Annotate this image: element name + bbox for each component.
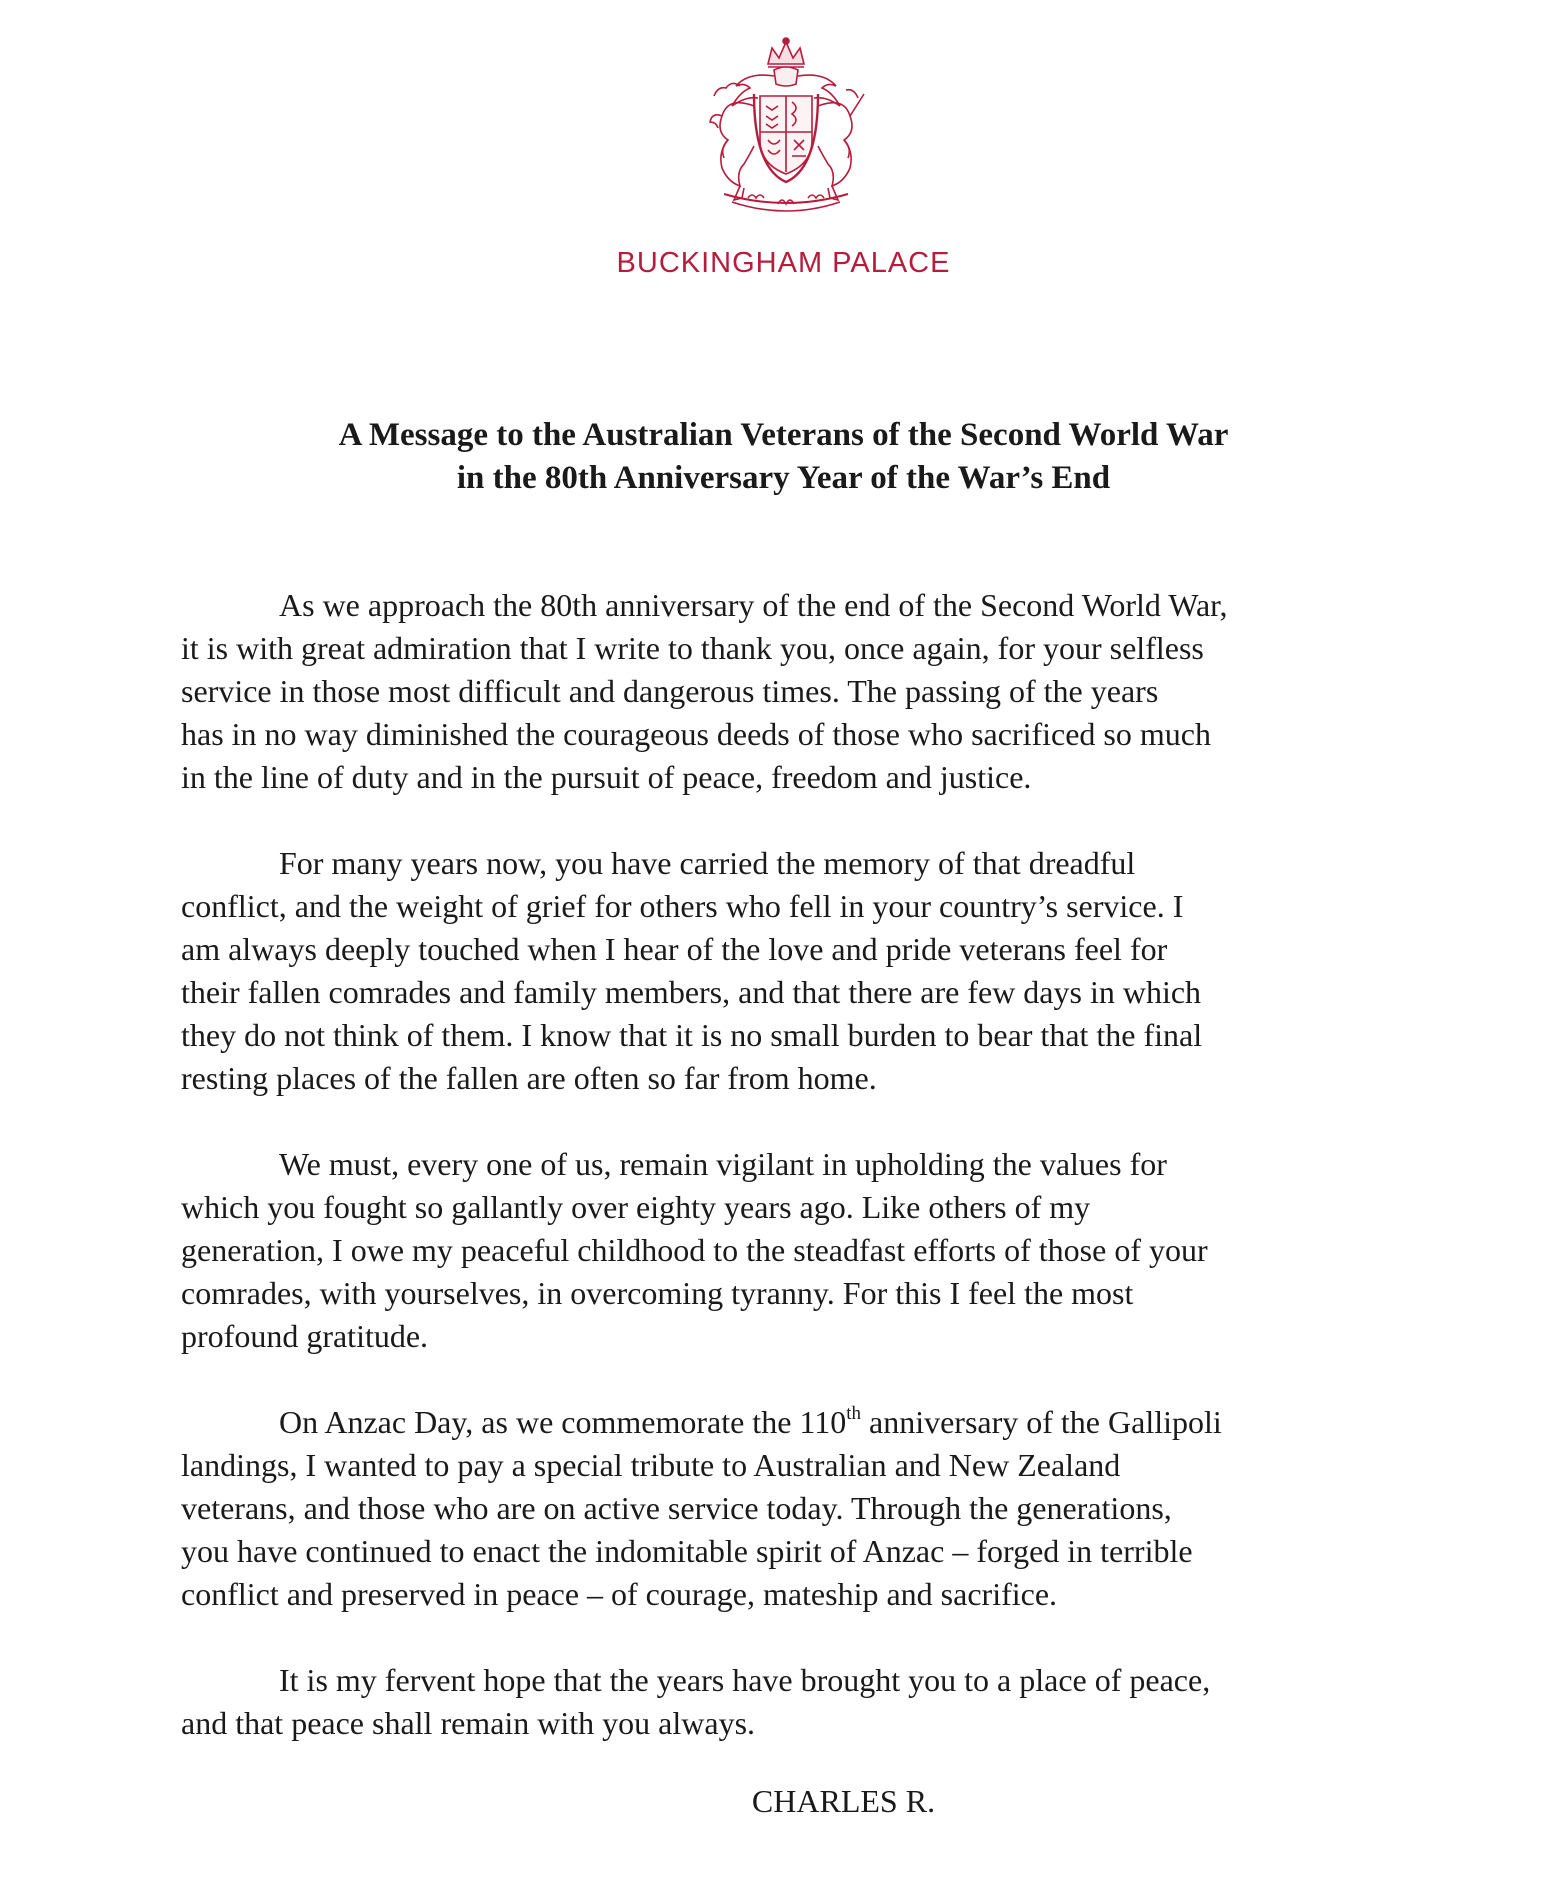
text-fragment: On Anzac Day, as we commemorate the 110 bbox=[279, 1404, 847, 1440]
message-body bbox=[181, 584, 1381, 1788]
text-line: resting places of the fallen are often so far from home. bbox=[181, 1060, 877, 1096]
paragraph-4 bbox=[181, 1401, 1381, 1616]
text-line: which you fought so gallantly over eighty years ago. Like others of my bbox=[181, 1189, 1091, 1225]
text-line: has in no way diminished the courageous deeds of those who sacrificed so much bbox=[181, 716, 1211, 752]
text-line: veterans, and those who are on active service today. Through the generations, bbox=[181, 1490, 1172, 1526]
text-line: it is with great admiration that I write to thank you, once again, for your selfless bbox=[181, 630, 1204, 666]
text-line: their fallen comrades and family members, and that there are few days in which bbox=[181, 974, 1202, 1010]
title-line: in the 80th Anniversary Year of the War’s End bbox=[456, 460, 1111, 496]
text-line: It is my fervent hope that the years have brought you to a place of peace, bbox=[279, 1662, 1211, 1698]
text-line: conflict and preserved in peace – of courage, mateship and sacrifice. bbox=[181, 1576, 1058, 1612]
text-line: landings, I wanted to pay a special tribute to Australian and New Zealand bbox=[181, 1447, 1121, 1483]
paragraph-1 bbox=[181, 584, 1381, 799]
text-line: in the line of duty and in the pursuit of peace, freedom and justice. bbox=[181, 759, 1032, 795]
text-line: service in those most difficult and dangerous times. The passing of the years bbox=[181, 673, 1159, 709]
text-line: comrades, with yourselves, in overcoming tyranny. For this I feel the most bbox=[181, 1275, 1134, 1311]
text-line: profound gratitude. bbox=[181, 1318, 429, 1354]
paragraph-5 bbox=[181, 1659, 1381, 1745]
paragraph-3 bbox=[181, 1143, 1381, 1358]
signature: CHARLES R. bbox=[751, 1783, 936, 1819]
paragraph-2 bbox=[181, 842, 1381, 1100]
text-line: am always deeply touched when I hear of the love and pride veterans feel for bbox=[181, 931, 1168, 967]
title-line: A Message to the Australian Veterans of the Second World War bbox=[338, 417, 1229, 453]
text-line: As we approach the 80th anniversary of the end of the Second World War, bbox=[279, 587, 1228, 623]
text-fragment: anniversary of the Gallipoli bbox=[860, 1404, 1222, 1440]
letterhead-name: BUCKINGHAM PALACE bbox=[616, 247, 951, 279]
text-line: generation, I owe my peaceful childhood to the steadfast efforts of those of your bbox=[181, 1232, 1208, 1268]
text-line: For many years now, you have carried the memory of that dreadful bbox=[279, 845, 1136, 881]
text-line bbox=[181, 1401, 1381, 1444]
text-line: you have continued to enact the indomitable spirit of Anzac – forged in terrible bbox=[181, 1533, 1193, 1569]
text-line: conflict, and the weight of grief for others who fell in your country’s service. I bbox=[181, 888, 1184, 924]
ordinal-suffix: th bbox=[846, 1403, 861, 1424]
text-line: and that peace shall remain with you always. bbox=[181, 1705, 756, 1741]
text-line: they do not think of them. I know that it is no small burden to bear that the final bbox=[181, 1017, 1203, 1053]
royal-coat-of-arms-icon bbox=[688, 36, 884, 222]
text-line: We must, every one of us, remain vigilant in upholding the values for bbox=[279, 1146, 1167, 1182]
message-title bbox=[0, 414, 1567, 500]
